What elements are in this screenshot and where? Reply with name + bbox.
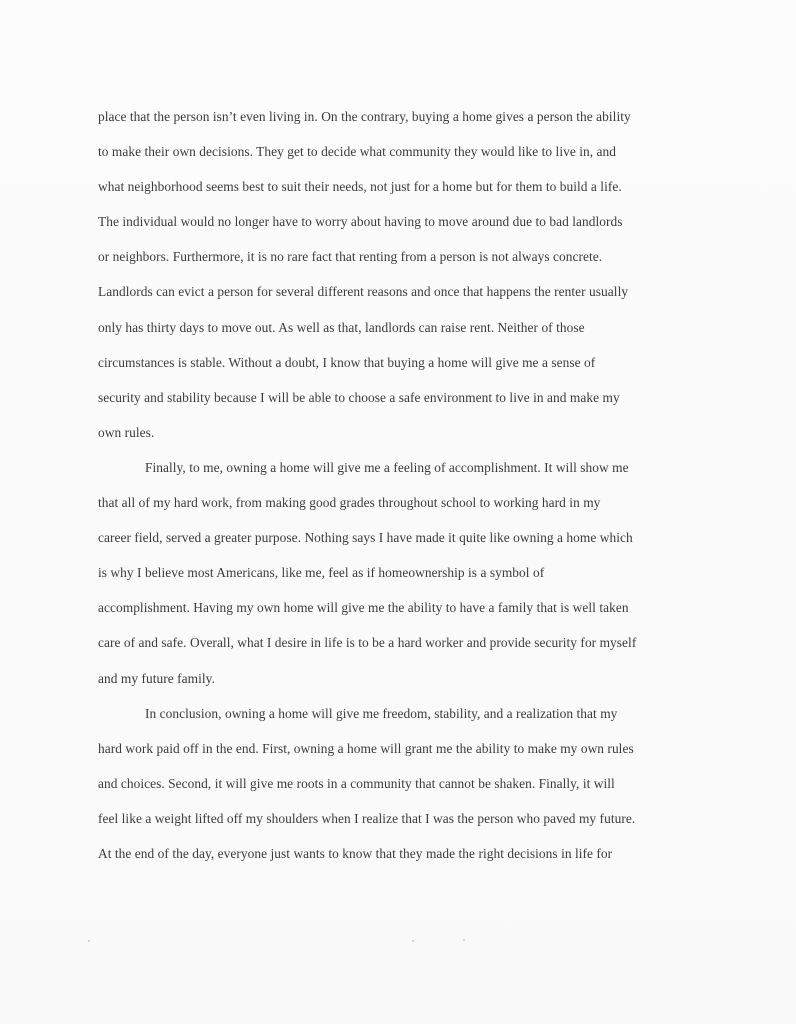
scan-speck: [463, 939, 465, 941]
text-line: to make their own decisions. They get to decide what community they would like to live in, and: [98, 144, 617, 160]
text-line: At the end of the day, everyone just wants to know that they made the right decisions in life for: [98, 845, 613, 861]
text-line: own rules.: [98, 424, 155, 440]
text-line: Landlords can evict a person for several different reasons and once that happens the renter usually: [98, 284, 629, 300]
text-line: place that the person isn’t even living in. On the contrary, buying a home gives a person the ability: [98, 109, 631, 124]
scan-speck: [412, 940, 414, 942]
text-line: what neighborhood seems best to suit their needs, not just for a home but for them to build a life.: [98, 179, 622, 195]
text-line: and choices. Second, it will give me roots in a community that cannot be shaken. Finally, it will: [98, 775, 615, 791]
text-line: career field, served a greater purpose. Nothing says I have made it quite like owning a home which: [98, 530, 633, 546]
paragraph-first-line: Finally, to me, owning a home will give me a feeling of accomplishment. It will show me: [145, 459, 629, 475]
text-line: care of and safe. Overall, what I desire in life is to be a hard worker and provide security for myself: [98, 635, 637, 651]
text-line: is why I believe most Americans, like me, feel as if homeownership is a symbol of: [98, 565, 545, 581]
text-line: that all of my hard work, from making good grades throughout school to working hard in my: [98, 495, 601, 511]
scan-speck: [88, 940, 90, 942]
text-line: circumstances is stable. Without a doubt, I know that buying a home will give me a sense of: [98, 354, 596, 370]
text-line: feel like a weight lifted off my shoulders when I realize that I was the person who paved my future.: [98, 810, 636, 826]
text-line: and my future family.: [98, 670, 215, 686]
text-line: or neighbors. Furthermore, it is no rare fact that renting from a person is not always concrete.: [98, 249, 603, 265]
text-line: hard work paid off in the end. First, owning a home will grant me the ability to make my own rules: [98, 740, 634, 756]
essay-text: [98, 99, 698, 871]
paragraph-first-line: In conclusion, owning a home will give me freedom, stability, and a realization that my: [145, 705, 618, 721]
text-line: accomplishment. Having my own home will give me the ability to have a family that is well taken: [98, 600, 629, 616]
text-line: security and stability because I will be able to choose a safe environment to live in and make my: [98, 389, 620, 405]
text-line: The individual would no longer have to worry about having to move around due to bad landlords: [98, 214, 623, 230]
text-line: only has thirty days to move out. As well as that, landlords can raise rent. Neither of those: [98, 319, 585, 335]
